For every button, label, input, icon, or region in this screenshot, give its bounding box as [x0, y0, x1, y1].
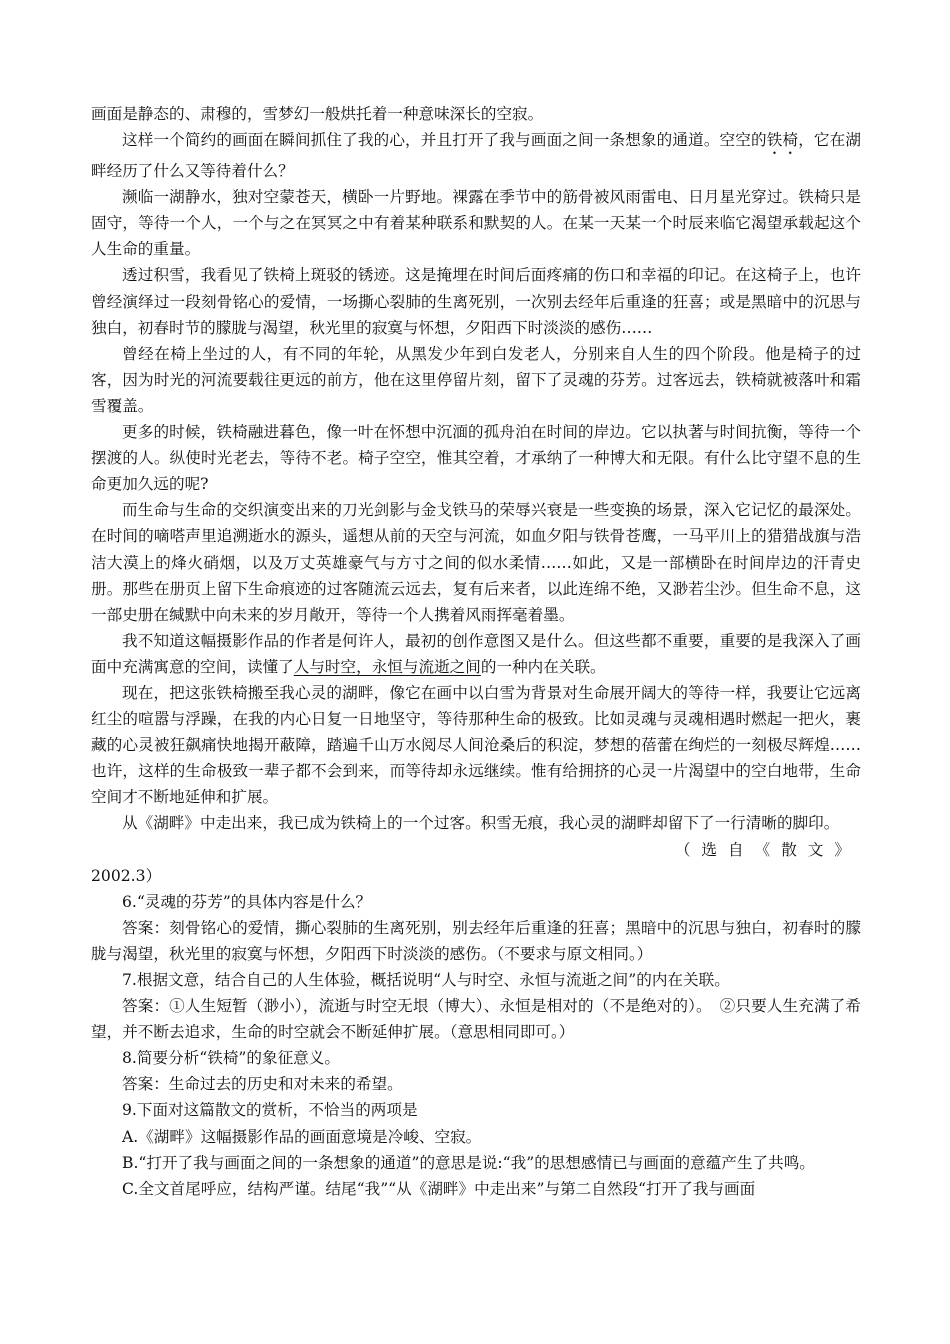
essay-paragraph: 曾经在椅上坐过的人，有不同的年轮，从黑发少年到白发老人，分别来自人生的四个阶段。他是椅子的过客，因为时光的河流要载往更远的前方，他在这里停留片刻，留下了灵魂的芬芳。过客远去，铁椅就被落叶和霜雪覆盖。: [91, 344, 861, 415]
essay-paragraph: 画面是静态的、肃穆的，雪梦幻一般烘托着一种意味深长的空寂。: [91, 105, 544, 123]
essay-paragraph: [91, 127, 861, 184]
question-6: 6.“灵魂的芬芳”的具体内容是什么？: [122, 892, 372, 911]
essay-text: 的一种内在关联。: [480, 657, 606, 676]
essay-text: ，它在湖畔经历了什么又等待着什么？: [91, 131, 861, 181]
answer-8: 答案：生命过去的历史和对未来的希望。: [122, 1075, 403, 1094]
underlined-phrase: 人与时空，永恒与流逝之间: [293, 657, 481, 676]
document-body: [91, 101, 861, 1202]
essay-text: 我不知道这幅摄影作品的作者是何许人，最初的创作意图又是什么。但这些都不重要，重要的是我深入了画面中充满寓意的空间，读懂了: [91, 631, 861, 676]
option-b: B.“打开了我与画面之间的一条想象的通道”的意思是说:“我”的思想感情已与画面的意蕴产生了共鸣。: [122, 1153, 815, 1172]
answer-6: 答案：刻骨铭心的爱情，撕心裂肺的生离死别，别去经年后重逢的狂喜；黑暗中的沉思与独白，初春时的朦胧与渴望，秋光里的寂寞与怀想，夕阳西下时淡淡的感伤。（不要求与原文相同。）: [91, 918, 861, 963]
essay-paragraph: 现在，把这张铁椅搬至我心灵的湖畔，像它在画中以白雪为背景对生命展开阔大的等待一样，我要让它远离红尘的喧嚣与浮躁，在我的内心日复一日地坚守，等待那种生命的极致。比如灵魂与灵魂相遇时燃起一把火，裹藏的心灵被狂飙痛快地揭开蔽障，踏遍千山万水阅尽人间沧桑后的积淀，梦想的蓓蕾在绚烂的一刻极尽辉煌……也许，这样的生命极致一辈子都不会到来，而等待却永远继续。惟有给拥挤的心灵一片渴望中的空白地带，生命空间才不断地延伸和扩展。: [91, 683, 861, 807]
essay-paragraph: 从《湖畔》中走出来，我已成为铁椅上的一个过客。积雪无痕，我心灵的湖畔却留下了一行清晰的脚印。: [122, 814, 840, 833]
essay-paragraph: 更多的时候，铁椅融进暮色，像一叶在怀想中沉湎的孤舟泊在时间的岸边。它以执著与时间抗衡，等待一个摆渡的人。纵使时光老去，等待不老。椅子空空，惟其空着，才承纳了一种博大和无限。有什么比守望不息的生命更加久远的呢?: [91, 423, 861, 494]
source-year: 2002.3）: [91, 866, 162, 885]
emphasized-term: 铁椅: [766, 131, 799, 150]
question-8: 8.简要分析“铁椅”的象征意义。: [122, 1049, 340, 1068]
source-citation: （选自《散文》: [674, 840, 861, 859]
question-9: 9.下面对这篇散文的赏析，不恰当的两项是: [122, 1101, 418, 1120]
answer-7: 答案：①人生短暂（渺小），流逝与时空无垠（博大）、永恒是相对的（不是绝对的）。 ②只要人生充满了希望，并不断去追求，生命的时空就会不断延伸扩展。（意思相同即可。）: [91, 997, 861, 1042]
essay-paragraph: 而生命与生命的交织演变出来的刀光剑影与金戈铁马的荣辱兴衰是一些变换的场景，深入它记忆的最深处。在时间的嘀嗒声里追溯逝水的源头，遥想从前的天空与河流，如血夕阳与铁骨苍鹰，一马平川上的猎猎战旗与浩洁大漠上的烽火硝烟，以及万丈英雄豪气与方寸之间的似水柔情……如此，又是一部横卧在时间岸边的汗青史册。那些在册页上留下生命痕迹的过客随流云远去，复有后来者，以此连绵不绝，又渺若尘沙。但生命不息，这一部史册在缄默中向未来的岁月敞开，等待一个人携着风雨挥毫着墨。: [91, 501, 861, 624]
essay-paragraph: [91, 628, 861, 680]
option-c: C.全文首尾呼应，结构严谨。结尾“我”“从《湖畔》中走出来”与第二自然段“打开了我与画面: [122, 1179, 756, 1198]
essay-paragraph: 透过积雪，我看见了铁椅上斑驳的锈迹。这是掩埋在时间后面疼痛的伤口和幸福的印记。在这椅子上，也许曾经演绎过一段刻骨铭心的爱情，一场撕心裂肺的生离死别，一次别去经年后重逢的狂喜；或是黑暗中的沉思与独白，初春时节的朦胧与渴望，秋光里的寂寞与怀想，夕阳西下时淡淡的感伤……: [91, 266, 861, 337]
option-a: A.《湖畔》这幅摄影作品的画面意境是冷峻、空寂。: [122, 1127, 482, 1146]
question-7: 7.根据文意，结合自己的人生体验，概括说明“人与时空、永恒与流逝之间”的内在关联。: [122, 971, 730, 989]
essay-paragraph: 濒临一湖静水，独对空蒙苍天，横卧一片野地。裸露在季节中的筋骨被风雨雷电、日月星光穿过。铁椅只是固守，等待一个人，一个与之在冥冥之中有着某种联系和默契的人。在某一天某一个时辰来临它渴望承载起这个人生命的重量。: [91, 188, 861, 259]
essay-text: 这样一个简约的画面在瞬间抓住了我的心，并且打开了我与画面之间一条想象的通道。空空的: [122, 131, 767, 150]
